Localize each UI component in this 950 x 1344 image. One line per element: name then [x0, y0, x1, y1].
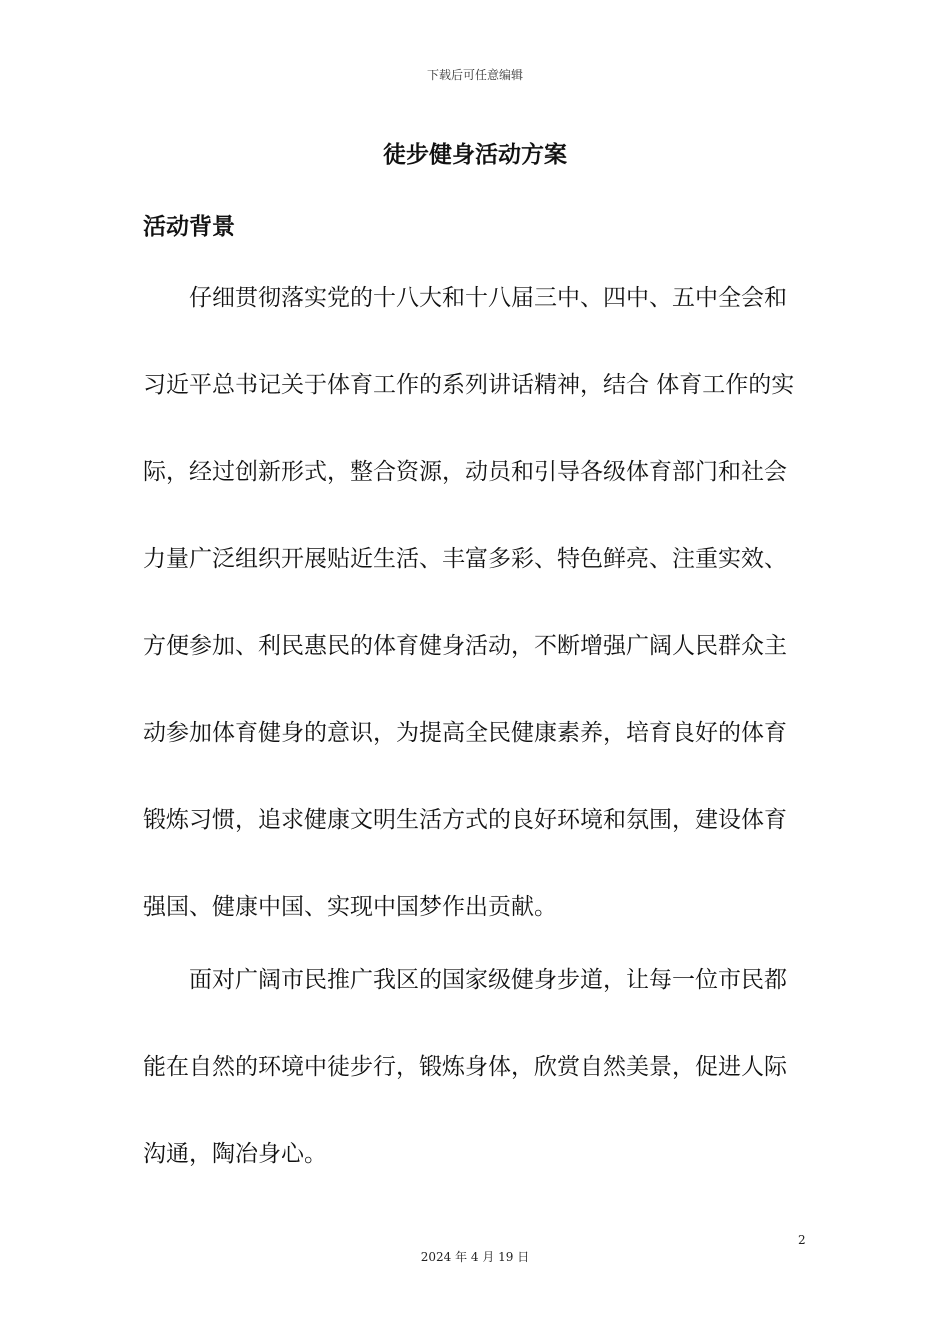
paragraph-line: 习近平总书记关于体育工作的系列讲话精神，结合 体育工作的实 [143, 372, 795, 398]
paragraph-line: 能在自然的环境中徒步行，锻炼身体，欣赏自然美景，促进人际 [143, 1054, 787, 1080]
paragraph-line: 动参加体育健身的意识，为提高全民健康素养，培育良好的体育 [143, 720, 787, 746]
paragraph-line: 际，经过创新形式，整合资源，动员和引导各级体育部门和社会 [143, 459, 787, 485]
document-title: 徒步健身活动方案 [383, 142, 567, 168]
paragraph-line: 力量广泛组织开展贴近生活、丰富多彩、特色鲜亮、注重实效、 [143, 546, 787, 572]
header-note: 下载后可任意编辑 [426, 68, 523, 82]
paragraph-line: 仔细贯彻落实党的十八大和十八届三中、四中、五中全会和 [189, 285, 787, 311]
paragraph-line: 面对广阔市民推广我区的国家级健身步道，让每一位市民都 [189, 967, 787, 993]
section-heading: 活动背景 [143, 214, 235, 240]
footer-date: 2024 年 4 月 19 日 [420, 1250, 530, 1264]
paragraph-line: 锻炼习惯，追求健康文明生活方式的良好环境和氛围，建设体育 [143, 807, 787, 833]
paragraph-line: 沟通，陶冶身心。 [143, 1141, 327, 1167]
paragraph-line: 强国、健康中国、实现中国梦作出贡献。 [143, 894, 557, 920]
paragraph-line: 方便参加、利民惠民的体育健身活动，不断增强广阔人民群众主 [143, 633, 787, 659]
page-number: 2 [798, 1233, 806, 1247]
